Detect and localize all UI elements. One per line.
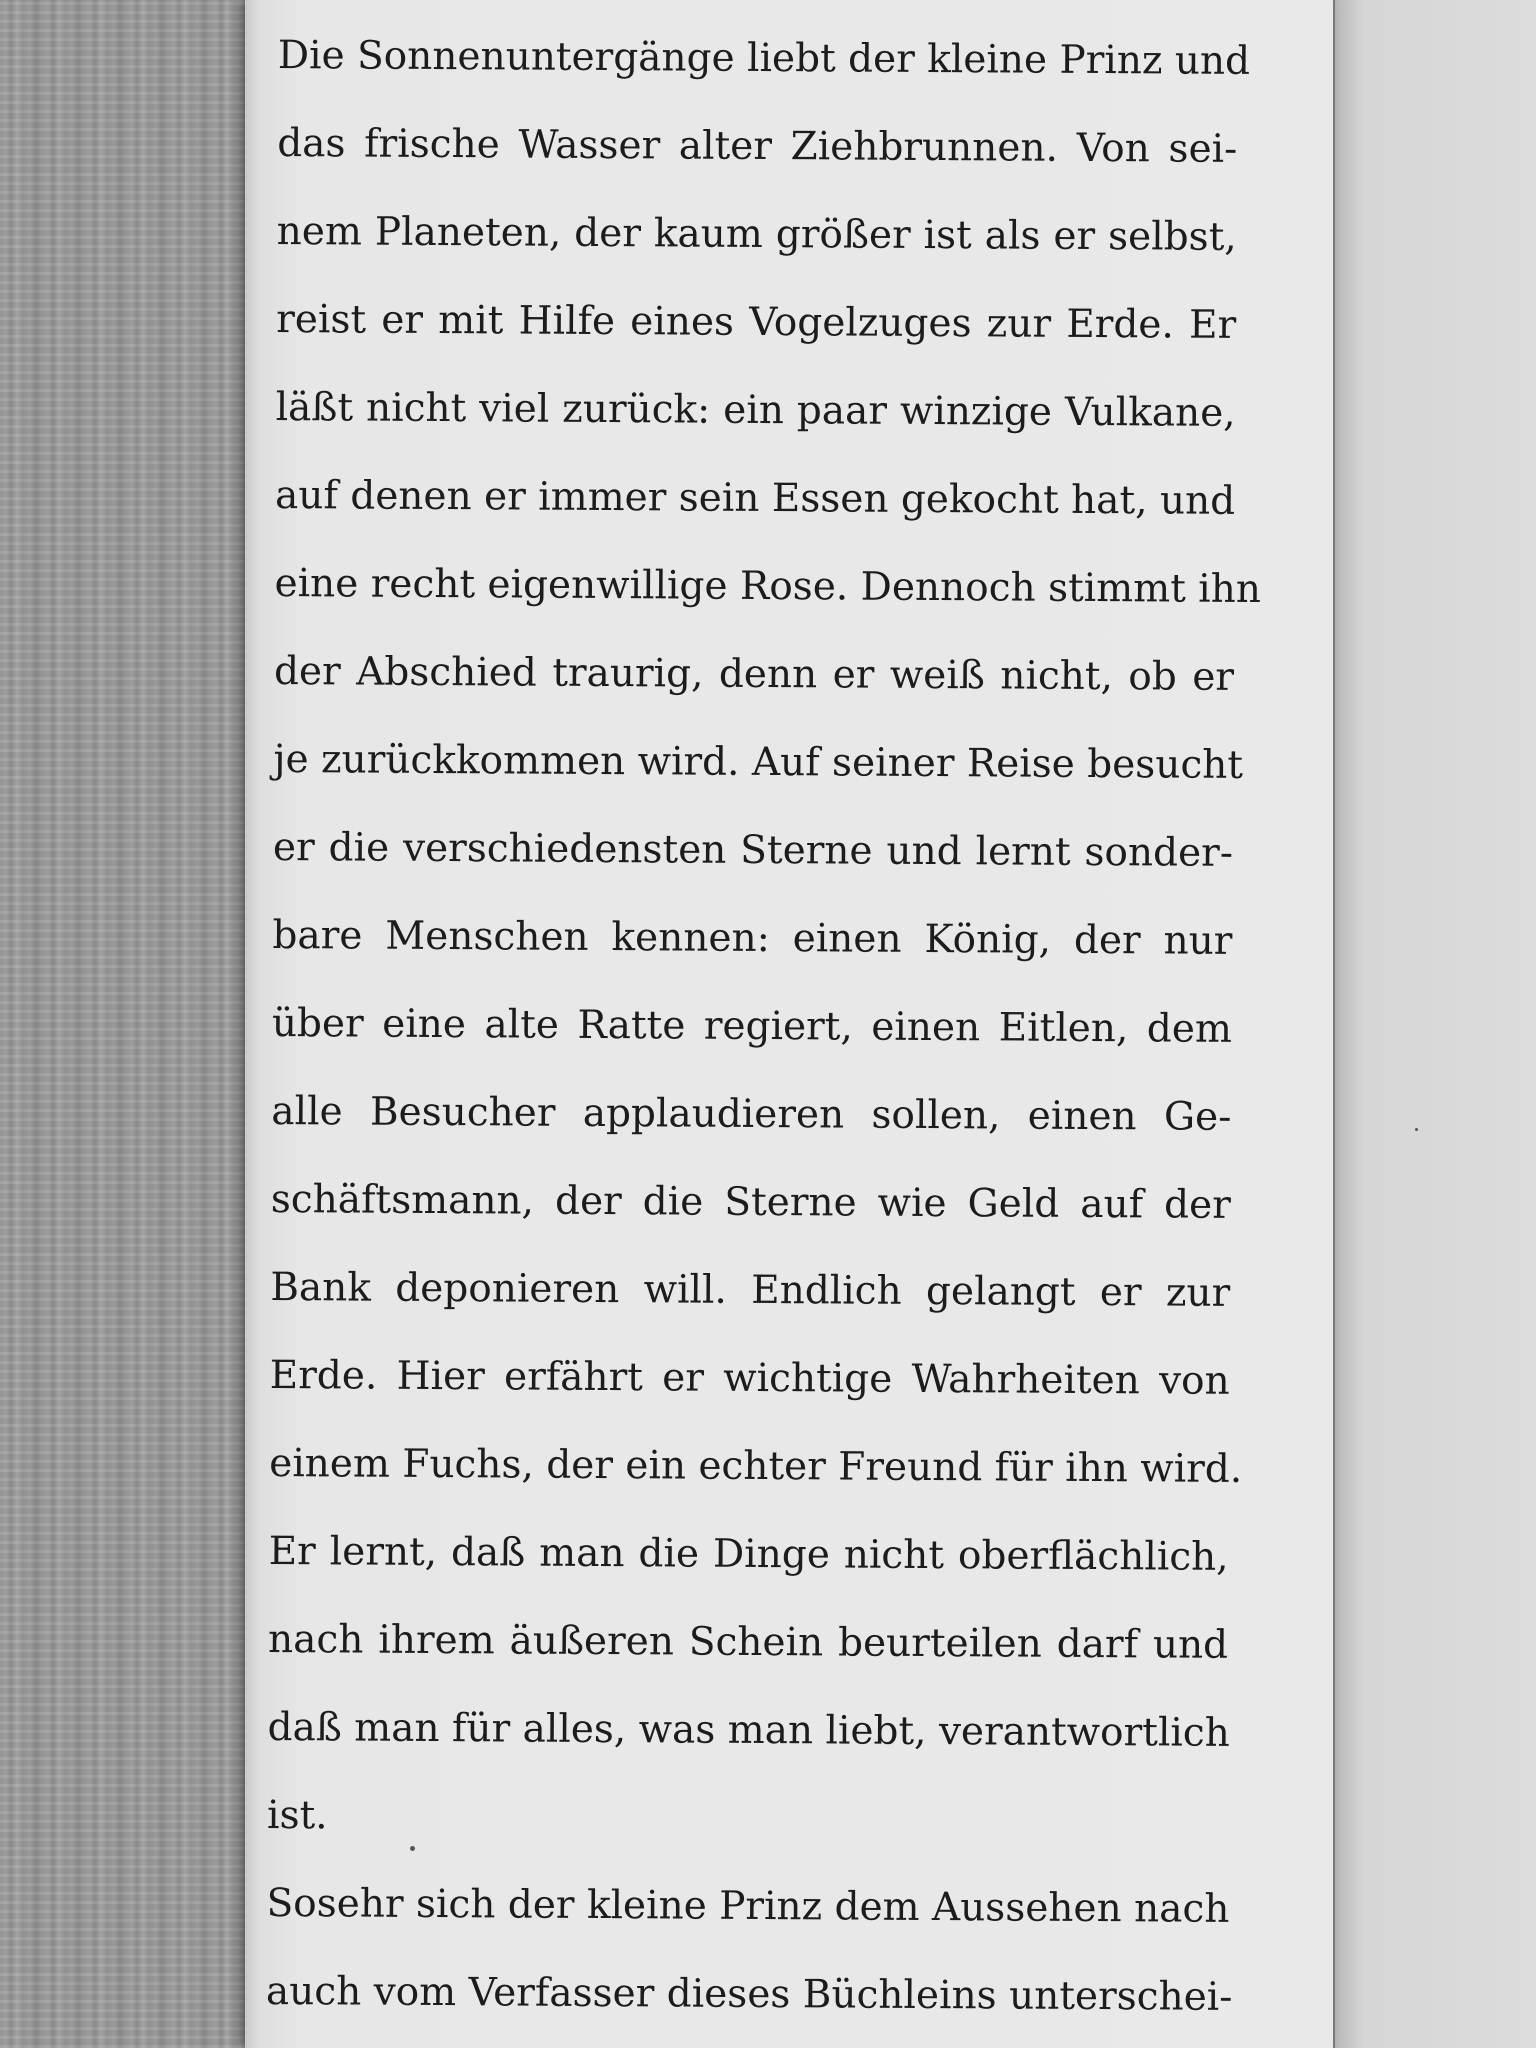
text-line: auf denen er immer sein Essen gekocht hat, und [274,472,1236,524]
text-line: bare Menschen kennen: einen König, der nur [272,912,1233,964]
text-line: einem Fuchs, der ein echter Freund für ihn wird. [269,1440,1243,1492]
text-line: eine recht eigenwillige Rose. Dennoch stimmt ihn [274,560,1262,613]
page-text [265,24,1262,2048]
text-line: nem Planeten, der kaum größer ist als er selbst, [276,208,1237,260]
text-line: je zurückkommen wird. Auf seiner Reise besucht [273,736,1244,788]
text-line: daß man für alles, was man liebt, verantwortlich [267,1704,1230,1756]
text-line: über eine alte Ratte regiert, einen Eitlen, dem [271,1000,1233,1052]
text-line: schäftsmann, der die Sterne wie Geld auf der [270,1176,1231,1228]
text-line: er die verschiedensten Sterne und lernt sonder- [272,824,1234,876]
adjacent-page-edge [1335,0,1536,2048]
paper-speck [1415,1128,1418,1131]
text-line: Bank deponieren will. Endlich gelangt er zur [270,1264,1231,1316]
text-line: nach ihrem äußeren Schein beurteilen darf und [267,1616,1229,1668]
text-line: ist. [266,1792,328,1839]
text-line: der Abschied traurig, denn er weiß nicht, ob er [273,648,1235,700]
text-line: alle Besucher applaudieren sollen, einen Ge- [271,1088,1232,1140]
paper-speck [410,1846,415,1851]
text-line: auch vom Verfasser dieses Büchleins unterschei- [265,1968,1233,2020]
text-line: das frische Wasser alter Ziehbrunnen. Von sei- [277,120,1238,172]
text-line: Sosehr sich der kleine Prinz dem Aussehen nach [266,1880,1230,1932]
text-line: Die Sonnenuntergänge liebt der kleine Prinz und [277,32,1251,84]
text-line: Er lernt, daß man die Dinge nicht oberflächlich, [268,1528,1229,1580]
text-line: läßt nicht viel zurück: ein paar winzige Vulkane, [275,384,1236,436]
text-line: reist er mit Hilfe eines Vogelzuges zur Erde. Er [276,296,1237,348]
text-line: Erde. Hier erfährt er wichtige Wahrheiten von [269,1352,1230,1404]
wooden-table [0,0,250,2048]
